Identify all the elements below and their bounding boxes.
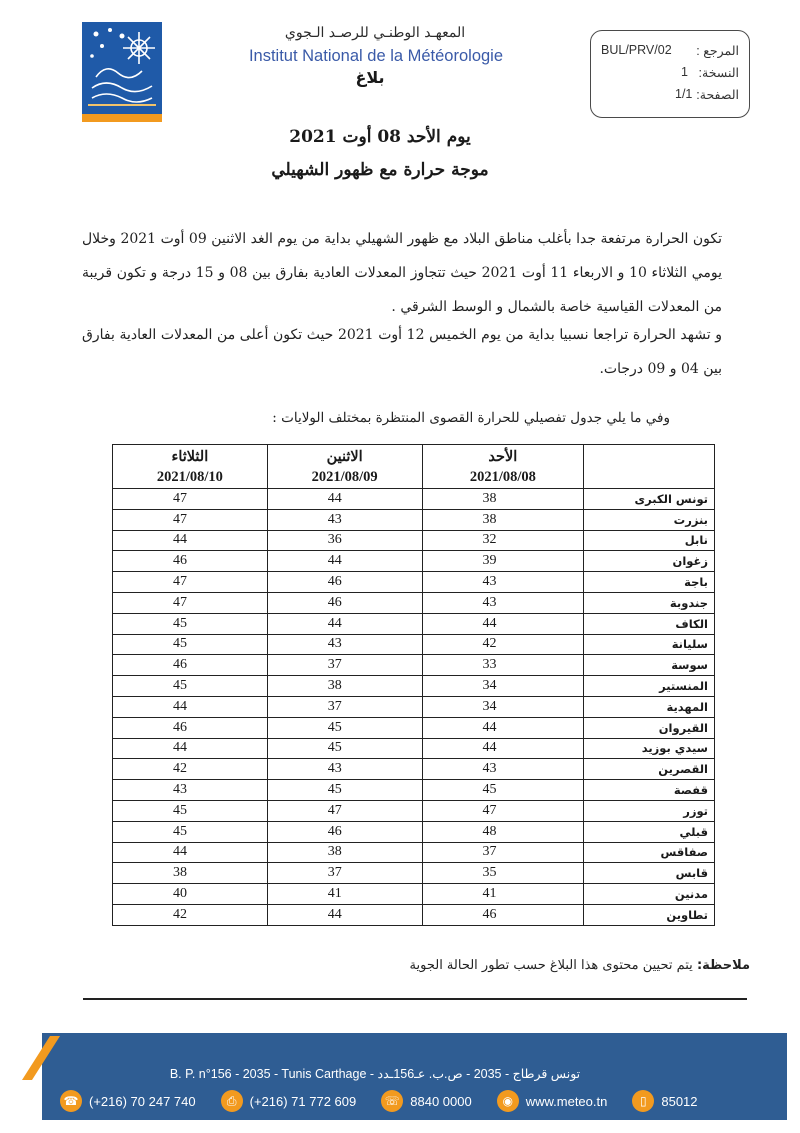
contact-text: 85012 bbox=[661, 1093, 698, 1109]
temperature-cell-tue: 42 bbox=[113, 759, 268, 780]
temperature-cell-sun: 37 bbox=[422, 842, 584, 863]
governorate-cell: سيدي بوزيد bbox=[584, 738, 715, 759]
temperature-cell-tue: 47 bbox=[113, 592, 268, 613]
temperature-cell-mon: 46 bbox=[267, 821, 422, 842]
temperature-cell-mon: 44 bbox=[267, 551, 422, 572]
contact-sms[interactable] bbox=[632, 1090, 697, 1112]
footer-address: B. P. n°156 - 2035 - Tunis Carthage - تونس قرطاج - 2035 - ص.ب. عـ156ـدد bbox=[169, 1067, 581, 1081]
table-row bbox=[113, 572, 715, 593]
temperature-cell-mon: 38 bbox=[267, 676, 422, 697]
table-row bbox=[113, 655, 715, 676]
temperature-cell-mon: 47 bbox=[267, 800, 422, 821]
temperature-cell-tue: 40 bbox=[113, 884, 268, 905]
temperature-cell-mon: 44 bbox=[267, 613, 422, 634]
table-row bbox=[113, 551, 715, 572]
table-row bbox=[113, 863, 715, 884]
bulletin-label: بلاغ bbox=[355, 68, 385, 87]
note-label: ملاحظة: bbox=[696, 958, 750, 973]
temperature-cell-mon: 37 bbox=[267, 863, 422, 884]
temperature-cell-tue: 45 bbox=[113, 821, 268, 842]
temperature-cell-tue: 46 bbox=[113, 551, 268, 572]
temperature-cell-tue: 45 bbox=[113, 613, 268, 634]
institute-name-ar: المعهـد الوطنـي للرصـد الـجوي bbox=[284, 25, 466, 41]
temperature-cell-sun: 34 bbox=[422, 676, 584, 697]
table-row bbox=[113, 842, 715, 863]
governorate-cell: تطاوين bbox=[584, 904, 715, 925]
temperature-cell-sun: 44 bbox=[422, 613, 584, 634]
temperature-cell-mon: 44 bbox=[267, 904, 422, 925]
temperature-cell-sun: 42 bbox=[422, 634, 584, 655]
column-header-sunday bbox=[422, 445, 584, 489]
footer-contacts bbox=[60, 1090, 780, 1112]
governorate-cell: زغوان bbox=[584, 551, 715, 572]
table-row bbox=[113, 738, 715, 759]
page-label: الصفحة: bbox=[696, 87, 739, 102]
temperature-cell-mon: 45 bbox=[267, 780, 422, 801]
governorate-cell: المنستير bbox=[584, 676, 715, 697]
paragraph-1: تكون الحرارة مرتفعة جدا بأغلب مناطق البلاد مع ظهور الشهيلي بداية من يوم الغد الاثنين 09 أوت 2021 وخلال يومي الثلاثاء 10 و الاربعاء 11 أوت 2021 حيث تتجاوز المعدلات العادية بفارق بين 08 و 15 درجة و تكون قريبة من المعدلات القياسية خاصة بالشمال و الوسط الشرقي . bbox=[82, 231, 722, 315]
temperature-cell-sun: 43 bbox=[422, 759, 584, 780]
table-row bbox=[113, 759, 715, 780]
column-date: 2021/08/08 bbox=[469, 468, 536, 485]
governorate-cell: قبلي bbox=[584, 821, 715, 842]
temperature-cell-sun: 38 bbox=[422, 489, 584, 510]
temperature-cell-sun: 43 bbox=[422, 572, 584, 593]
fax-icon: ⎙ bbox=[221, 1090, 243, 1112]
table-row bbox=[113, 634, 715, 655]
governorate-cell: تونس الكبرى bbox=[584, 489, 715, 510]
contact-phone[interactable] bbox=[60, 1090, 196, 1112]
hotline-icon: ☏ bbox=[381, 1090, 403, 1112]
table-row bbox=[113, 676, 715, 697]
contact-hotline[interactable] bbox=[381, 1090, 471, 1112]
temperature-cell-mon: 43 bbox=[267, 509, 422, 530]
date-title: يوم الأحد 08 أوت 2021 bbox=[289, 127, 471, 147]
table-row bbox=[113, 530, 715, 551]
table-row bbox=[113, 780, 715, 801]
governorate-cell: سوسة bbox=[584, 655, 715, 676]
table-row bbox=[113, 717, 715, 738]
mobile-icon: ▯ bbox=[632, 1090, 654, 1112]
governorate-cell: المهدية bbox=[584, 696, 715, 717]
temperature-cell-tue: 44 bbox=[113, 738, 268, 759]
column-date: 2021/08/09 bbox=[311, 468, 378, 485]
ref-label: المرجع : bbox=[696, 43, 739, 58]
temperature-cell-mon: 43 bbox=[267, 634, 422, 655]
table-row bbox=[113, 509, 715, 530]
table-row bbox=[113, 592, 715, 613]
temperature-cell-mon: 45 bbox=[267, 738, 422, 759]
governorate-cell: توزر bbox=[584, 800, 715, 821]
temperature-cell-sun: 38 bbox=[422, 509, 584, 530]
column-header-governorate bbox=[584, 445, 715, 489]
version-label: النسخة: bbox=[698, 65, 739, 80]
globe-icon: ◉ bbox=[497, 1090, 519, 1112]
temperature-cell-mon: 41 bbox=[267, 884, 422, 905]
table-row bbox=[113, 613, 715, 634]
temperature-cell-sun: 44 bbox=[422, 717, 584, 738]
temperature-cell-tue: 43 bbox=[113, 780, 268, 801]
contact-text: (+216) 71 772 609 bbox=[249, 1093, 357, 1109]
temperature-cell-sun: 41 bbox=[422, 884, 584, 905]
table-header-row bbox=[113, 445, 715, 489]
temperature-table bbox=[112, 444, 715, 926]
temperature-cell-tue: 44 bbox=[113, 696, 268, 717]
column-header-monday bbox=[267, 445, 422, 489]
temperature-cell-tue: 46 bbox=[113, 717, 268, 738]
note bbox=[340, 958, 750, 973]
governorate-cell: القصرين bbox=[584, 759, 715, 780]
note-text: يتم تحيين محتوى هذا البلاغ حسب تطور الحالة الجوية bbox=[409, 958, 693, 973]
contact-website[interactable] bbox=[497, 1090, 608, 1112]
temperature-cell-tue: 44 bbox=[113, 530, 268, 551]
temperature-cell-sun: 39 bbox=[422, 551, 584, 572]
column-date: 2021/08/10 bbox=[156, 468, 223, 485]
table-row bbox=[113, 884, 715, 905]
temperature-cell-tue: 42 bbox=[113, 904, 268, 925]
governorate-cell: قابس bbox=[584, 863, 715, 884]
temperature-cell-mon: 43 bbox=[267, 759, 422, 780]
temperature-cell-mon: 46 bbox=[267, 572, 422, 593]
table-row bbox=[113, 696, 715, 717]
table-row bbox=[113, 800, 715, 821]
governorate-cell: باجة bbox=[584, 572, 715, 593]
temperature-cell-tue: 44 bbox=[113, 842, 268, 863]
table-intro: وفي ما يلي جدول تفصيلي للحرارة القصوى المنتظرة بمختلف الولايات : bbox=[272, 410, 670, 426]
temperature-cell-tue: 47 bbox=[113, 489, 268, 510]
temperature-cell-mon: 38 bbox=[267, 842, 422, 863]
contact-text: (+216) 70 247 740 bbox=[89, 1093, 196, 1109]
institute-name-fr: Institut National de la Météorologie bbox=[248, 47, 504, 65]
phone-icon: ☎ bbox=[60, 1090, 82, 1112]
temperature-cell-mon: 37 bbox=[267, 655, 422, 676]
column-header-tuesday bbox=[113, 445, 268, 489]
reference-box bbox=[590, 30, 750, 118]
temperature-cell-sun: 43 bbox=[422, 592, 584, 613]
version-value: 1 bbox=[681, 65, 688, 79]
table-row bbox=[113, 904, 715, 925]
temperature-cell-tue: 47 bbox=[113, 509, 268, 530]
contact-text: 8840 0000 bbox=[410, 1093, 472, 1109]
governorate-cell: نابل bbox=[584, 530, 715, 551]
temperature-cell-sun: 32 bbox=[422, 530, 584, 551]
contact-fax[interactable] bbox=[221, 1090, 357, 1112]
temperature-cell-tue: 38 bbox=[113, 863, 268, 884]
governorate-cell: مدنين bbox=[584, 884, 715, 905]
temperature-cell-sun: 44 bbox=[422, 738, 584, 759]
governorate-cell: صفاقس bbox=[584, 842, 715, 863]
table-row bbox=[113, 489, 715, 510]
paragraph-2: و تشهد الحرارة تراجعا نسبيا بداية من يوم الخميس 12 أوت 2021 حيث تكون أعلى من المعدلات العادية بفارق بين 04 و 09 درجات. bbox=[82, 327, 722, 377]
governorate-cell: سليانة bbox=[584, 634, 715, 655]
temperature-cell-tue: 47 bbox=[113, 572, 268, 593]
table-row bbox=[113, 821, 715, 842]
governorate-cell: الكاف bbox=[584, 613, 715, 634]
page-row bbox=[601, 83, 739, 105]
temperature-cell-mon: 36 bbox=[267, 530, 422, 551]
table-body bbox=[113, 489, 715, 926]
governorate-cell: قفصة bbox=[584, 780, 715, 801]
column-day: الاثنين bbox=[326, 448, 363, 465]
footer-accent-shape bbox=[20, 1036, 60, 1080]
column-day: الأحد bbox=[488, 448, 518, 465]
temperature-cell-sun: 33 bbox=[422, 655, 584, 676]
contact-text: www.meteo.tn bbox=[525, 1093, 608, 1109]
temperature-cell-tue: 46 bbox=[113, 655, 268, 676]
temperature-cell-tue: 45 bbox=[113, 800, 268, 821]
main-title: موجة حرارة مع ظهور الشهيلي bbox=[271, 160, 489, 180]
divider bbox=[83, 998, 747, 1000]
governorate-cell: بنزرت bbox=[584, 509, 715, 530]
governorate-cell: القيروان bbox=[584, 717, 715, 738]
temperature-cell-sun: 35 bbox=[422, 863, 584, 884]
temperature-cell-sun: 48 bbox=[422, 821, 584, 842]
temperature-cell-sun: 45 bbox=[422, 780, 584, 801]
temperature-cell-tue: 45 bbox=[113, 634, 268, 655]
ref-value: BUL/PRV/02 bbox=[601, 43, 672, 57]
temperature-cell-tue: 45 bbox=[113, 676, 268, 697]
page-value: 1/1 bbox=[675, 87, 693, 101]
temperature-cell-sun: 47 bbox=[422, 800, 584, 821]
temperature-cell-mon: 44 bbox=[267, 489, 422, 510]
ref-row bbox=[601, 39, 739, 61]
temperature-cell-mon: 45 bbox=[267, 717, 422, 738]
temperature-cell-sun: 46 bbox=[422, 904, 584, 925]
inm-logo bbox=[82, 22, 162, 122]
temperature-cell-sun: 34 bbox=[422, 696, 584, 717]
temperature-cell-mon: 37 bbox=[267, 696, 422, 717]
version-row bbox=[601, 61, 739, 83]
column-day: الثلاثاء bbox=[171, 448, 209, 465]
governorate-cell: جندوبة bbox=[584, 592, 715, 613]
temperature-cell-mon: 46 bbox=[267, 592, 422, 613]
